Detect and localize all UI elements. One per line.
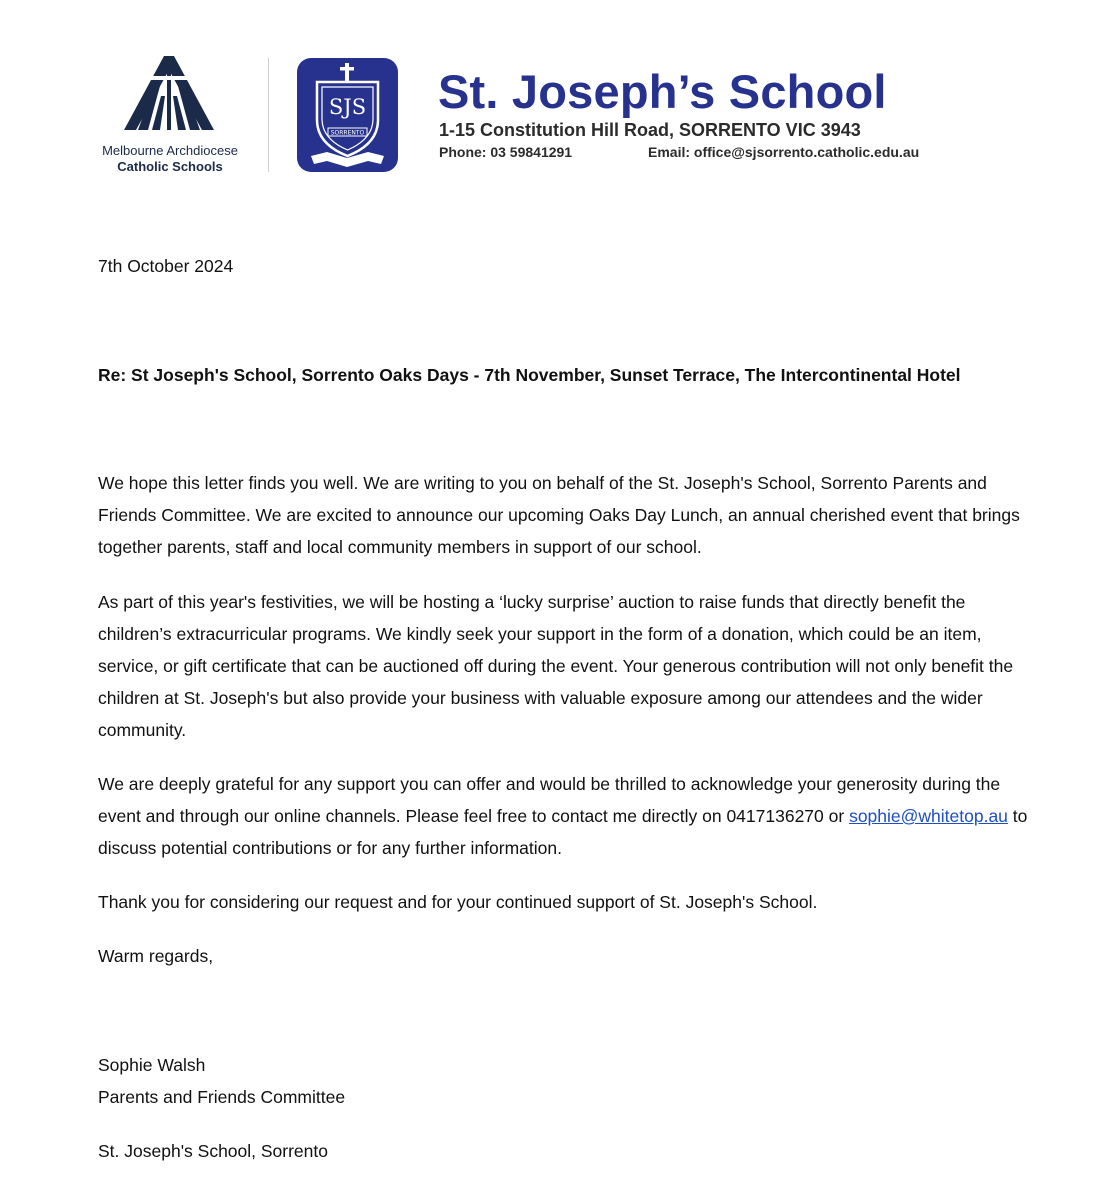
letterhead (0, 0, 1119, 200)
crest-initials: SJS (328, 95, 367, 119)
paragraph-contact-text: We are deeply grateful for any support you can offer and would be thrilled to acknowledge your generosity during the event and through our online channels. Please feel free to contact me directly on 0417136270 or (98, 774, 1001, 826)
paragraph-intro: We hope this letter finds you well. We are writing to you on behalf of the St. Joseph's School, Sorrento Parents and Friends Committee. We are excited to announce our upcoming Oaks Day Lunch, an annual cherished event that brings together parents, staff and local community members in support of our school. (98, 473, 1020, 557)
macs-logo (94, 56, 246, 176)
school-name: St. Joseph’s School (438, 65, 887, 118)
paragraph-contact-tail: to discuss potential contributions or for any further information. (98, 806, 1028, 858)
letterhead-divider (268, 58, 269, 172)
macs-line-1: Melbourne Archdiocese (102, 143, 238, 158)
signature-role: Parents and Friends Committee (98, 1087, 346, 1107)
signature-name: Sophie Walsh (98, 1055, 206, 1075)
school-address: 1-15 Constitution Hill Road, SORRENTO VIC 3943 (439, 120, 861, 140)
signature-organisation: St. Joseph's School, Sorrento (98, 1141, 328, 1161)
school-email: Email: office@sjsorrento.catholic.edu.au (648, 144, 920, 160)
crest-town: SORRENTO (330, 129, 365, 137)
paragraph-thanks: Thank you for considering our request and for your continued support of St. Joseph's School. (98, 892, 818, 912)
macs-emblem-icon (124, 56, 214, 134)
school-crest-icon (297, 58, 398, 172)
paragraph-contact (98, 768, 1033, 864)
letter-date: 7th October 2024 (98, 256, 234, 276)
closing: Warm regards, (98, 946, 214, 966)
macs-line-2: Catholic Schools (117, 159, 223, 174)
contact-email-link[interactable]: sophie@whitetop.au (849, 806, 1008, 826)
school-phone: Phone: 03 59841291 (439, 144, 573, 160)
paragraph-auction: As part of this year's festivities, we will be hosting a ‘lucky surprise’ auction to raise funds that directly benefit the children’s extracurricular programs. We kindly seek your support in the form of a donation, which could be an item, service, or gift certificate that can be auctioned off during the event. Your generous contribution will not only benefit the children at St. Joseph's but also provide your business with valuable exposure among our attendees and the wider community. (98, 592, 1014, 740)
letter-subject: Re: St Joseph's School, Sorrento Oaks Days - 7th November, Sunset Terrace, The Intercontinental Hotel (98, 365, 961, 385)
